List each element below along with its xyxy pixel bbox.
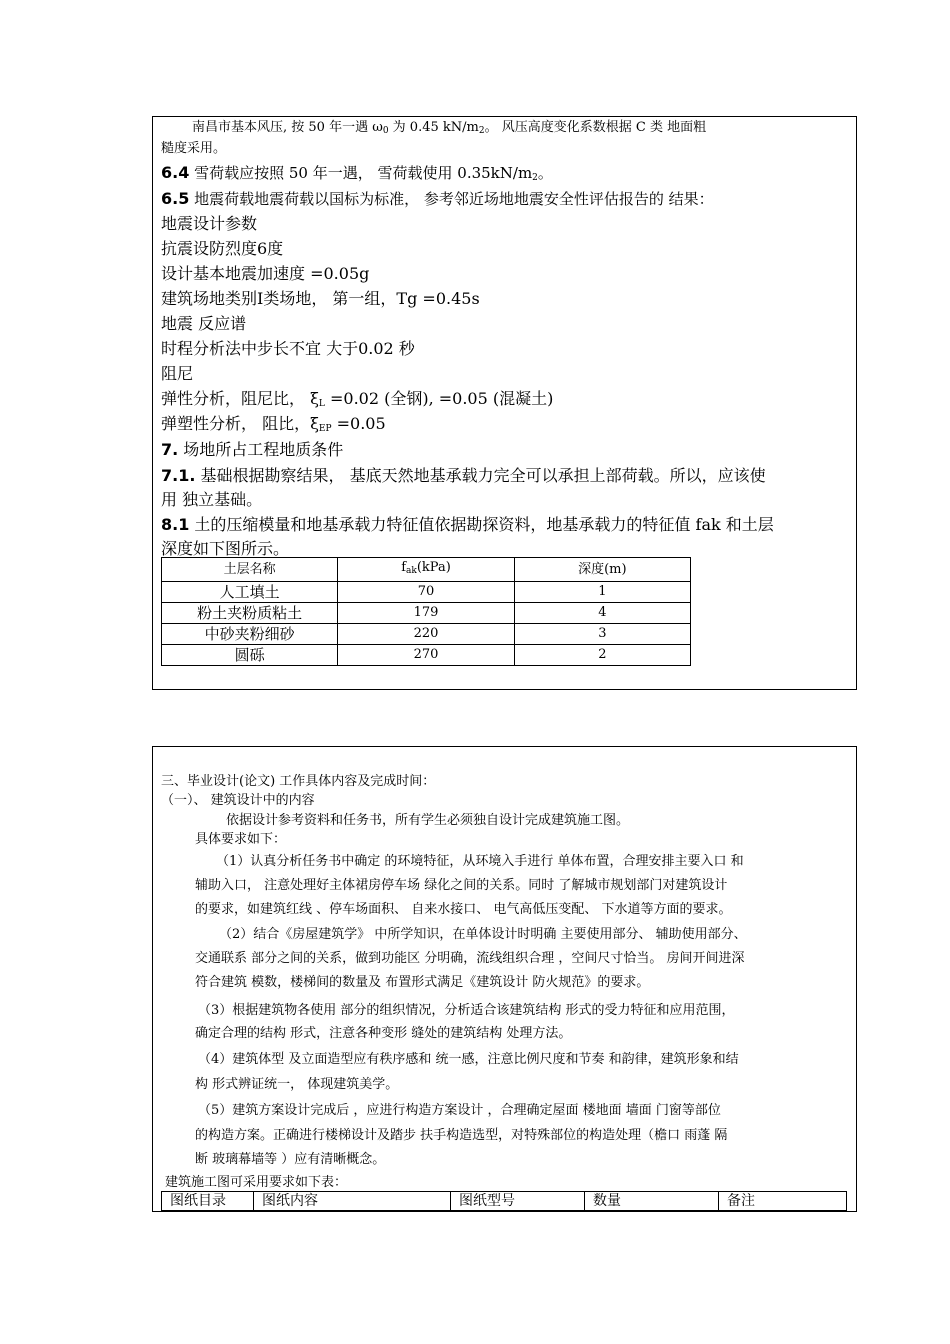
table-row: [162, 603, 691, 624]
heading-6-4: 6.4 雪荷载应按照 50 年一遇， 雪荷载使用 $0.35kN/m_2$。: [161, 163, 553, 183]
heading-8-1: 8.1 土的压缩模量和地基承载力特征值依据勘探资料，地基承载力的特征值 fak 和土层: [161, 515, 774, 534]
table-header: 图纸内容: [254, 1192, 451, 1211]
table-cell: 中砂夹粉细砂: [162, 624, 338, 645]
table-header: 深度(m): [514, 558, 690, 582]
drawing-table-intro: 建筑施工图可采用要求如下表：: [165, 1175, 348, 1190]
table-header: 备注: [719, 1192, 847, 1211]
section-title: 三、毕业设计(论文) 工作具体内容及完成时间：: [161, 774, 436, 789]
heading-7-1-line-2: 用 独立基础。: [161, 490, 263, 509]
damping-elastic: 弹性分析，阻尼比， $\xi_L =0.02$ (全钢), =0.05 (混凝土): [161, 389, 554, 409]
table-cell: 220: [338, 624, 514, 645]
wind-pressure-line: 南昌市基本风压, 按 50 年一遇 $\omega_0$ 为 0.45 $kN/m_2$。 风压高度变化系数根据 C 类 地面粗: [192, 120, 707, 136]
requirement-3: （3）根据建筑物各使用 部分的组织情况，分析适合该建筑结构 形式的受力特征和应用范围，: [198, 1003, 735, 1018]
requirement-3: 确定合理的结构 形式，注意各种变形 缝处的建筑结构 处理方法。: [195, 1026, 572, 1041]
requirement-4: 构 形式辨证统一， 体现建筑美学。: [195, 1077, 399, 1092]
subsection-title: （一）、 建筑设计中的内容: [161, 793, 315, 808]
table-header: 数量: [585, 1192, 719, 1211]
table-cell: 圆砾: [162, 645, 338, 666]
intro-text: 依据设计参考资料和任务书，所有学生必须独自设计完成建筑施工图。: [226, 813, 630, 828]
requirement-1: （1）认真分析任务书中确定 的环境特征，从环境入手进行 单体布置，合理安排主要入口 和: [216, 854, 744, 869]
table-cell: 4: [514, 603, 690, 624]
table-cell: 2: [514, 645, 690, 666]
damping-plastic: 弹塑性分析， 阻比，$\xi_{EP} =0.05$: [161, 414, 386, 434]
table-row: [162, 582, 691, 603]
heading-8-1-line-2: 深度如下图所示。: [161, 539, 290, 558]
table-cell: 270: [338, 645, 514, 666]
requirement-2: 符合建筑 模数，楼梯间的数量及 布置形式满足《建筑设计 防火规范》的要求。: [195, 975, 650, 990]
table-cell: 70: [338, 582, 514, 603]
seismic-line: 设计基本地震加速度 =0.05g: [161, 264, 370, 283]
requirement-5: 的构造方案。正确进行楼梯设计及踏步 扶手构造选型，对特殊部位的构造处理（檐口 雨蓬 隔: [195, 1128, 728, 1143]
table-header-row: [162, 1192, 847, 1211]
requirement-2: （2）结合《房屋建筑学》 中所学知识，在单体设计时明确 主要使用部分、 辅助使用部分、: [219, 927, 747, 942]
heading-7-1: 7.1. 基础根据勘察结果， 基底天然地基承载力完全可以承担上部荷载。所以，应该使: [161, 466, 766, 485]
table-row: [162, 624, 691, 645]
table-cell: 人工填土: [162, 582, 338, 603]
table-cell: 179: [338, 603, 514, 624]
seismic-line: 建筑场地类别I类场地， 第一组，Tg =0.45s: [161, 289, 480, 308]
table-header: 图纸目录: [162, 1192, 254, 1211]
requirement-1: 的要求，如建筑红线 、停车场面积、 自来水接口、 电气高低压变配、 下水道等方面的要求。: [195, 902, 732, 917]
seismic-line: 抗震设防烈度6度: [161, 239, 284, 258]
table-cell: 1: [514, 582, 690, 603]
table-cell: 粉土夹粉质粘土: [162, 603, 338, 624]
requirement-4: （4）建筑体型 及立面造型应有秩序感和 统一感，注意比例尺度和节奏 和韵律，建筑形象和结: [198, 1052, 739, 1067]
seismic-line: 地震设计参数: [161, 214, 258, 233]
heading-6-5: 6.5 地震荷载地震荷载以国标为标准， 参考邻近场地地震安全性评估报告的 结果：: [161, 189, 714, 208]
table-cell: 3: [514, 624, 690, 645]
seismic-line: 地震 反应谱: [161, 314, 247, 333]
drawing-table: [161, 1191, 847, 1211]
requirement-2: 交通联系 部分之间的关系，做到功能区 分明确，流线组织合理 ，空间尺寸恰当。 房间开间进深: [195, 951, 745, 966]
table-header: 图纸型号: [451, 1192, 585, 1211]
table-header-row: [162, 558, 691, 582]
requirement-5: 断 玻璃幕墙等 ）应有清晰概念。: [195, 1152, 386, 1167]
table-header: 土层名称: [162, 558, 338, 582]
seismic-line: 时程分析法中步长不宜 大于0.02 秒: [161, 339, 415, 358]
wind-pressure-line-2: 糙度采用。: [161, 141, 227, 156]
heading-7: 7. 场地所占工程地质条件: [161, 440, 344, 459]
requirement-5: （5）建筑方案设计完成后 ，应进行构造方案设计 ，合理确定屋面 楼地面 墙面 门窗等部位: [198, 1103, 721, 1118]
requirement-1: 辅助入口， 注意处理好主体裙房停车场 绿化之间的关系。同时 了解城市规划部门对建筑设计: [195, 878, 728, 893]
soil-table: [161, 557, 691, 666]
seismic-line: 阻尼: [161, 364, 194, 383]
table-header: $f_{ak}(kPa)$: [338, 558, 514, 582]
requirements-label: 具体要求如下：: [195, 832, 287, 847]
table-row: [162, 645, 691, 666]
